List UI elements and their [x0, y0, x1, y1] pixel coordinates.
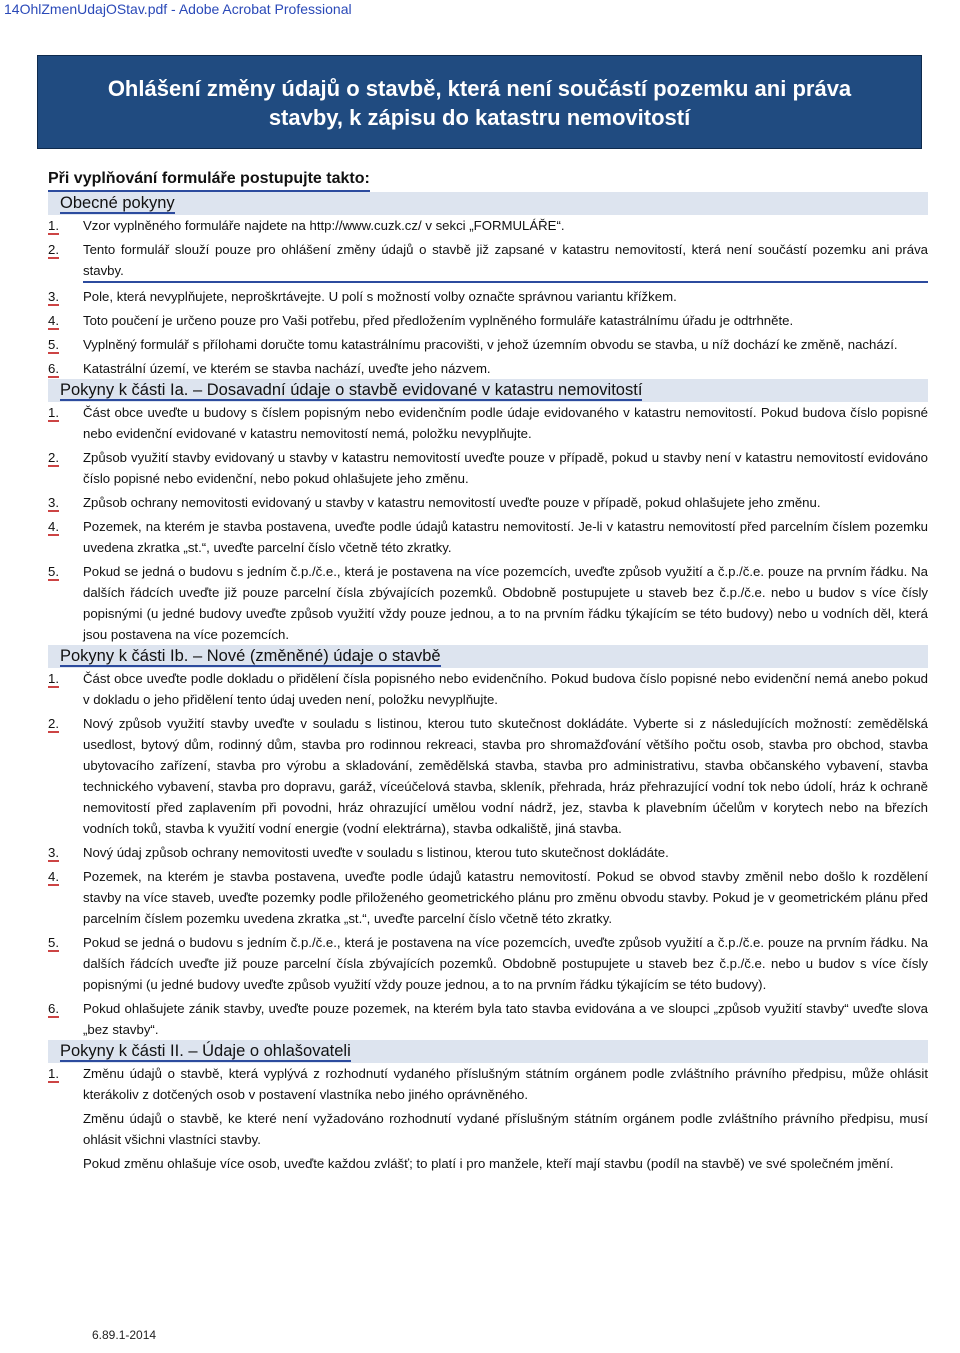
item-text: Způsob využití stavby evidovaný u stavby v katastru nemovitostí uveďte pouze v případě, pokud u stavby není v katastru nemovitostí evidováno číslo popisné nebo evidenční, nebo pokud ohlašujete jeho změnu.: [83, 450, 928, 486]
item-text: Způsob ochrany nemovitosti evidovaný u stavby v katastru nemovitostí uveďte pouze v případě, pokud ohlašujete jeho změnu.: [83, 495, 821, 510]
item-number: 5.: [48, 935, 59, 950]
part-ii-list: [48, 1063, 928, 1174]
item-text: Změnu údajů o stavbě, která vyplývá z rozhodnutí vydaného příslušným státním orgánem podle zvláštního právního předpisu, může ohlásit kterákoliv z dotčených osob v postavení vlastníka nebo jiného oprávněného.: [83, 1066, 928, 1102]
list-item: [48, 402, 928, 444]
item-number: 6.: [48, 1001, 59, 1016]
item-number: 5.: [48, 337, 59, 352]
list-item: [48, 286, 928, 307]
item-number: 4.: [48, 869, 59, 884]
item-number: 3.: [48, 495, 59, 510]
intro-heading: Při vyplňování formuláře postupujte takto:: [48, 168, 370, 192]
item-number: 2.: [48, 242, 59, 257]
list-item: [48, 215, 928, 236]
item-text: Pokud se jedná o budovu s jedním č.p./č.e., která je postavena na více pozemcích, uveďte způsob využití a č.p./č.e. pouze na prvním řádku. Na dalších řádcích uveďte již pouze parcelní čísla zbývajících pozemků. Obdobně postupujete u staveb bez č.p./č.e. nebo u budov s více čísly popisnými (u jedné budovy uveďte způsob využití vždy pouze jednou, a to na prvním řádku týkajícím se této budovy) nebo u vodních děl, která jsou postavena na více pozemcích.: [83, 564, 928, 642]
list-item: [48, 842, 928, 863]
list-item: [48, 310, 928, 331]
list-item: [48, 239, 928, 283]
item-number: 5.: [48, 564, 59, 579]
item-text: Tento formulář slouží pouze pro ohlášení změny údajů o stavbě již zapsané v katastru nemovitostí, která není součástí pozemku ani práva stavby.: [83, 239, 928, 283]
item-text: Nový způsob využití stavby uveďte v souladu s listinou, kterou tuto skutečnost dokládáte. Vyberte si z následujících možností: zemědělská usedlost, bytový dům, rodinný dům, stavba pro rodinnou rekreaci, stavba pro shromažďování většího počtu osob, stavba pro obchod, stavba ubytovacího zařízení, stavba pro výrobu a skladování, zemědělská stavba, stavba pro administrativu, stavba občanského vybavení, stavba technického vybavení, stavba pro dopravu, garáž, víceúčelová stavba, skleník, přehrada, hráz přehrazující vodní tok nebo údolí, hráz k ochraně nemovitostí před zaplavením při povodni, hráz ohrazující umělou vodní nádrž, jez, stavba k plavebním účelům v korytech nebo na březích vodních toků, stavba k využití vodní energie (vodní elektrárna), stavba odkaliště, jiná stavba.: [83, 716, 928, 836]
list-item: [48, 1063, 928, 1105]
item-number: 1.: [48, 218, 59, 233]
general-list: [48, 215, 928, 379]
list-item: [48, 998, 928, 1040]
item-text: Nový údaj způsob ochrany nemovitosti uveďte v souladu s listinou, kterou tuto skutečnost dokládáte.: [83, 845, 669, 860]
part-ia-list: [48, 402, 928, 645]
item-number: 6.: [48, 361, 59, 376]
paragraph: Pokud změnu ohlašuje více osob, uveďte každou zvlášť; to platí i pro manžele, kteří mají stavbu (podíl na stavbě) ve své společném jmění.: [83, 1156, 894, 1171]
item-text: Vyplněný formulář s přílohami doručte tomu katastrálnímu pracovišti, v jehož územním obvodu se stavba, u níž dochází ke změně, nachází.: [83, 337, 898, 352]
list-item: [48, 358, 928, 379]
section-part-ib: Pokyny k části Ib. – Nové (změněné) údaje o stavbě: [48, 645, 928, 668]
item-text: Část obce uveďte podle dokladu o přidělení čísla popisného nebo evidenčního. Pokud budova číslo popisné nebo evidenční nemá anebo pokud v dokladu o jeho přidělení tento údaj uveden není, položku nevyplňujte.: [83, 671, 928, 707]
list-item: [48, 516, 928, 558]
item-number: 2.: [48, 716, 59, 731]
list-item: [48, 713, 928, 839]
window-title: 14OhlZmenUdajOStav.pdf - Adobe Acrobat Professional: [4, 1, 352, 17]
list-item: [48, 668, 928, 710]
section-part-ii: Pokyny k části II. – Údaje o ohlašovateli: [48, 1040, 928, 1063]
list-item: [48, 334, 928, 355]
item-text: Katastrální území, ve kterém se stavba nachází, uveďte jeho názvem.: [83, 361, 491, 376]
item-text: Pole, která nevyplňujete, neproškrtávejte. U polí s možností volby označte správnou variantu křížkem.: [83, 289, 677, 304]
form-header: [37, 55, 922, 149]
item-text: Část obce uveďte u budovy s číslem popisným nebo evidenčním podle údaje evidovaného v katastru nemovitostí. Pokud budova číslo popisné nebo evidenční evidované v katastru nemovitostí nemá, položku nevyplňujte.: [83, 405, 928, 441]
list-item: [48, 932, 928, 995]
list-item: [48, 492, 928, 513]
item-text: Pokud se jedná o budovu s jedním č.p./č.e., která je postavena na více pozemcích, uveďte způsob využití a č.p./č.e. pouze na prvním řádku. Na dalších řádcích uveďte již pouze parcelní čísla zbývajících pozemků. Obdobně postupujete u staveb bez č.p./č.e. nebo u budov s více čísly popisnými (u jedné budovy uveďte způsob využití vždy pouze jednou, a to na prvním řádku týkajícím se této budovy).: [83, 935, 928, 992]
item-number: 1.: [48, 1066, 59, 1081]
item-text: Pozemek, na kterém je stavba postavena, uveďte podle údajů katastru nemovitostí. Je-li v katastru nemovitostí před parcelním číslem pozemku uvedena zkratka „st.“, uveďte parcelní číslo včetně této zkratky.: [83, 519, 928, 555]
item-number: 2.: [48, 450, 59, 465]
item-number: 3.: [48, 289, 59, 304]
item-number: 3.: [48, 845, 59, 860]
item-number: 1.: [48, 405, 59, 420]
form-code: 6.89.1-2014: [92, 1328, 157, 1342]
list-item: [48, 561, 928, 645]
header-line-1: Ohlášení změny údajů o stavbě, která není součástí pozemku ani práva: [107, 76, 852, 101]
item-number: 4.: [48, 313, 59, 328]
paragraph: Změnu údajů o stavbě, ke které není vyžadováno rozhodnutí vydané příslušným státním orgánem podle zvláštního právního předpisu, musí ohlásit všichni vlastníci stavby.: [83, 1111, 928, 1147]
section-general: Obecné pokyny: [48, 192, 928, 215]
section-part-ia: Pokyny k části Ia. – Dosavadní údaje o stavbě evidované v katastru nemovitostí: [48, 379, 928, 402]
item-number: 1.: [48, 671, 59, 686]
list-item: [48, 447, 928, 489]
item-text: Pokud ohlašujete zánik stavby, uveďte pouze pozemek, na kterém byla tato stavba evidována a ve sloupci „způsob využití stavby“ uveďte slova „bez stavby“.: [83, 1001, 928, 1037]
item-text: Toto poučení je určeno pouze pro Vaši potřebu, před předložením vyplněného formuláře katastrálnímu úřadu je odtrhněte.: [83, 313, 794, 328]
item-text: Vzor vyplněného formuláře najdete na http://www.cuzk.cz/ v sekci „FORMULÁŘE“.: [83, 218, 565, 233]
list-item: [48, 866, 928, 929]
item-number: 4.: [48, 519, 59, 534]
item-text: Pozemek, na kterém je stavba postavena, uveďte podle údajů katastru nemovitostí. Pokud se obvod stavby změnil nebo došlo k rozdělení stavby na více staveb, uveďte pozemky podle přiloženého geometrického plánu pro změnu obvodu stavby. Pokud je v geometrickém plánu před parcelním číslem pozemku uvedena zkratka „st.“, uveďte parcelní číslo včetně této zkratky.: [83, 869, 928, 926]
header-line-2: stavby, k zápisu do katastru nemovitostí: [268, 105, 691, 130]
part-ib-list: [48, 668, 928, 1040]
instructions: [48, 168, 928, 1174]
